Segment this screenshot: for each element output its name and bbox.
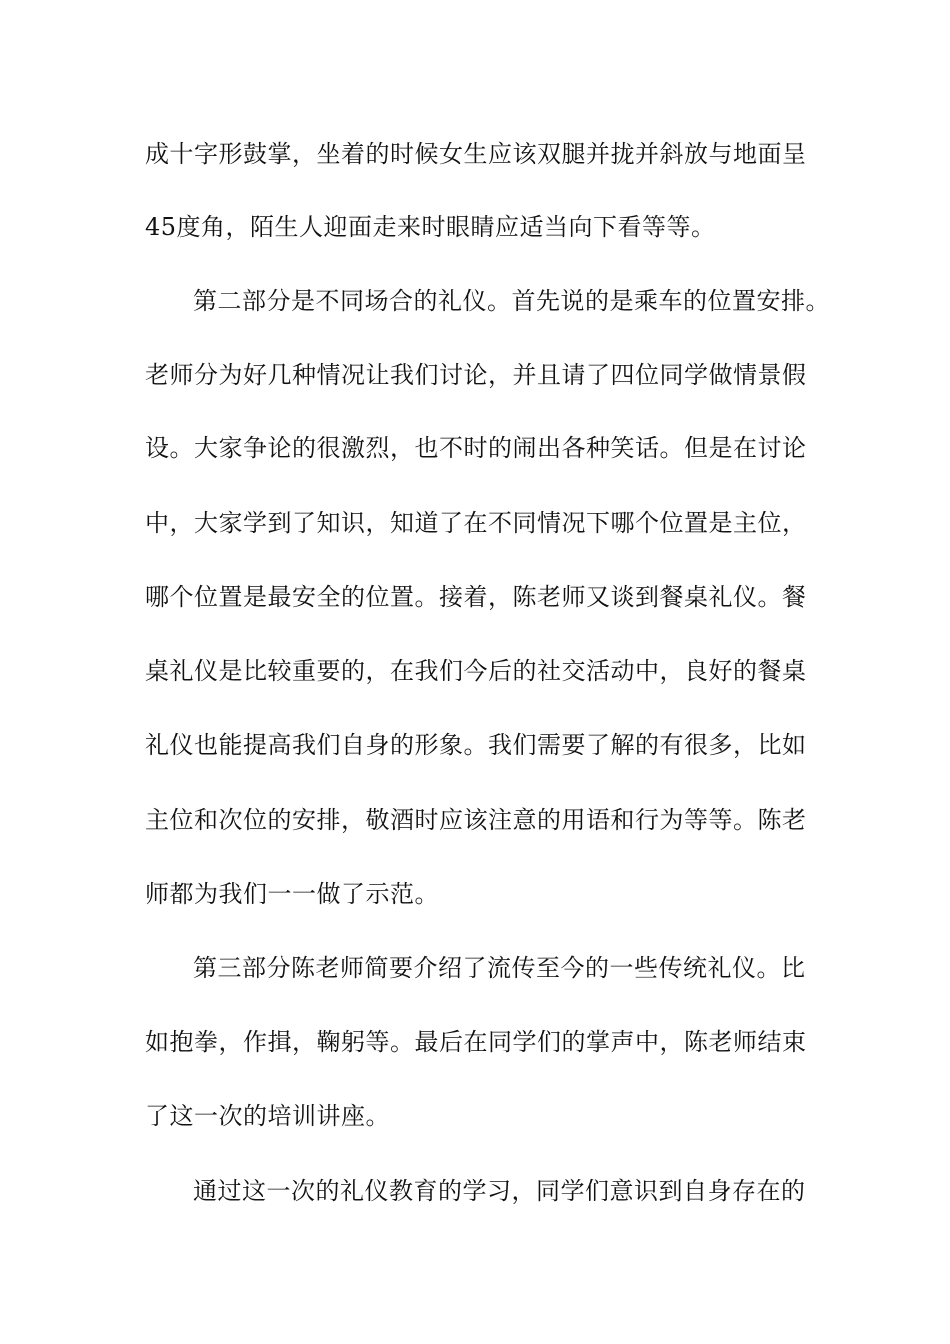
text-line: 设。大家争论的很激烈，也不时的闹出各种笑话。但是在讨论	[145, 434, 807, 462]
text-line: 第三部分陈老师简要介绍了流传至今的一些传统礼仪。比	[193, 954, 806, 982]
text-line: 第二部分是不同场合的礼仪。首先说的是乘车的位置安排。	[193, 287, 830, 315]
text-line: 桌礼仪是比较重要的，在我们今后的社交活动中，良好的餐桌	[145, 657, 807, 685]
text-line: 了这一次的培训讲座。	[145, 1102, 390, 1130]
text-line: 如抱拳，作揖，鞠躬等。最后在同学们的掌声中，陈老师结束	[145, 1028, 807, 1056]
text-line: 通过这一次的礼仪教育的学习，同学们意识到自身存在的	[193, 1177, 806, 1205]
text-line: 师都为我们一一做了示范。	[145, 880, 439, 908]
text-line: 主位和次位的安排，敬酒时应该注意的用语和行为等等。陈老	[145, 806, 807, 834]
text-line: 老师分为好几种情况让我们讨论，并且请了四位同学做情景假	[145, 361, 807, 389]
text-line: 中，大家学到了知识，知道了在不同情况下哪个位置是主位，	[145, 509, 807, 537]
text-line: 45度角，陌生人迎面走来时眼睛应适当向下看等等。	[145, 213, 716, 241]
text-line: 成十字形鼓掌，坐着的时候女生应该双腿并拢并斜放与地面呈	[145, 140, 807, 168]
text-line: 哪个位置是最安全的位置。接着，陈老师又谈到餐桌礼仪。餐	[145, 583, 807, 611]
text-line: 礼仪也能提高我们自身的形象。我们需要了解的有很多，比如	[145, 731, 807, 759]
